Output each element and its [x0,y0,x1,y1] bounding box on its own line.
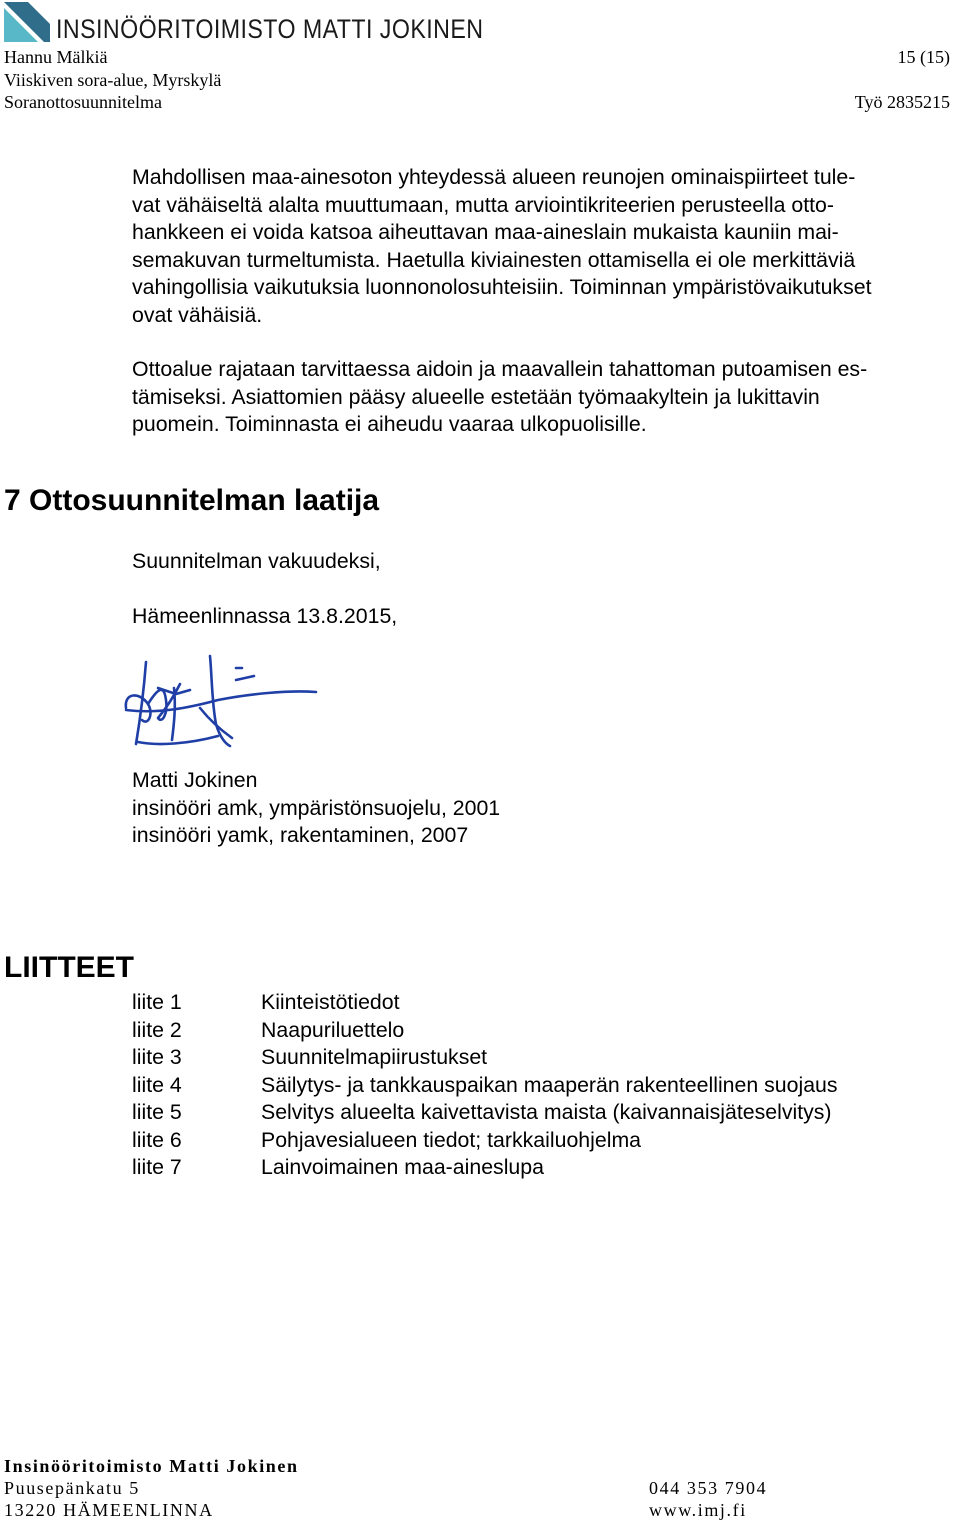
appendix-row [132,1017,838,1045]
paragraph-landscape-impact [132,164,958,329]
appendix-title: Pohjavesialueen tiedot; tarkkailuohjelma [261,1127,642,1152]
text-line: semakuvan turmeltumista. Haetulla kiviainesten ottamisella ei ole merkittäviä [132,247,856,272]
appendix-row [132,989,838,1017]
signer-name: Matti Jokinen [132,768,258,792]
appendix-id: liite 7 [132,1155,182,1179]
header-client: Hannu Mälkiä [4,47,108,67]
appendix-id: liite 5 [132,1100,182,1124]
header-left [4,46,221,114]
section-heading: 7 Ottosuunnitelman laatija [4,484,380,517]
appendix-row [132,1072,838,1100]
signer-block [132,767,500,850]
signer-credential: insinööri amk, ympäristönsuojelu, 2001 [132,795,501,820]
footer-company: Insinööritoimisto Matti Jokinen [4,1456,299,1476]
text-line: Ottoalue rajataan tarvittaessa aidoin ja maavallein tahattoman putoamisen es- [132,357,868,381]
company-wordmark: INSINÖÖRITOIMISTO MATTI JOKINEN [56,14,484,44]
appendix-id: liite 3 [132,1045,182,1069]
appendix-row [132,1127,838,1155]
appendix-id: liite 6 [132,1127,182,1152]
header-spacer [855,69,950,92]
place-and-date: Hämeenlinnassa 13.8.2015, [132,604,398,628]
text-line: Mahdollisen maa-ainesoton yhteydessä alueen reunojen ominaispiirteet tule- [132,165,856,189]
appendix-row [132,1099,838,1127]
company-logo [4,2,50,42]
appendix-id: liite 2 [132,1017,182,1042]
appendix-list [132,989,838,1182]
text-line: vahingollisia vaikutuksia luonnonolosuhteisiin. Toiminnan ympäristövaikutukset [132,275,872,299]
appendix-title: Selvitys alueelta kaivettavista maista (kaivannaisjäteselvitys) [261,1100,832,1124]
appendix-id: liite 4 [132,1072,182,1097]
text-line: vat vähäiseltä alalta muuttumaan, mutta arviointikriteerien perusteella otto- [132,192,834,217]
header-site: Viiskiven sora-alue, Myrskylä [4,69,222,90]
appendix-title: Kiinteistötiedot [261,990,400,1014]
text-line: ovat vähäisiä. [132,302,263,327]
signer-credential: insinööri yamk, rakentaminen, 2007 [132,823,469,847]
appendix-id: liite 1 [132,990,182,1014]
header-job-number: Työ 2835215 [854,92,950,112]
text-line: hankkeen ei voida katsoa aiheuttavan maa-aineslain mukaista kauniin mai- [132,220,839,244]
footer-city: 13220 HÄMEENLINNA [4,1500,214,1520]
paragraph-safety [132,356,958,439]
footer-phone: 044 353 7904 [649,1478,768,1498]
appendix-title: Suunnitelmapiirustukset [261,1045,488,1069]
handwritten-signature [118,648,328,752]
appendix-title: Lainvoimainen maa-aineslupa [261,1155,544,1179]
header-document: Soranottosuunnitelma [4,92,162,112]
footer-website: www.imj.fi [649,1500,747,1520]
footer-street: Puusepänkatu 5 [4,1478,140,1498]
appendix-row [132,1044,838,1072]
text-line: puomein. Toiminnasta ei aiheudu vaaraa ulkopuolisille. [132,412,647,436]
appendix-heading: LIITTEET [4,951,134,984]
appendix-title: Säilytys- ja tankkauspaikan maaperän rakenteellinen suojaus [261,1072,838,1097]
header-right [855,46,950,114]
closing-phrase: Suunnitelman vakuudeksi, [132,549,381,573]
header-page-number: 15 (15) [897,47,950,67]
text-line: tämiseksi. Asiattomien pääsy alueelle estetään työmaakyltein ja lukittavin [132,384,820,409]
appendix-title: Naapuriluettelo [261,1017,405,1042]
appendix-row [132,1154,838,1182]
